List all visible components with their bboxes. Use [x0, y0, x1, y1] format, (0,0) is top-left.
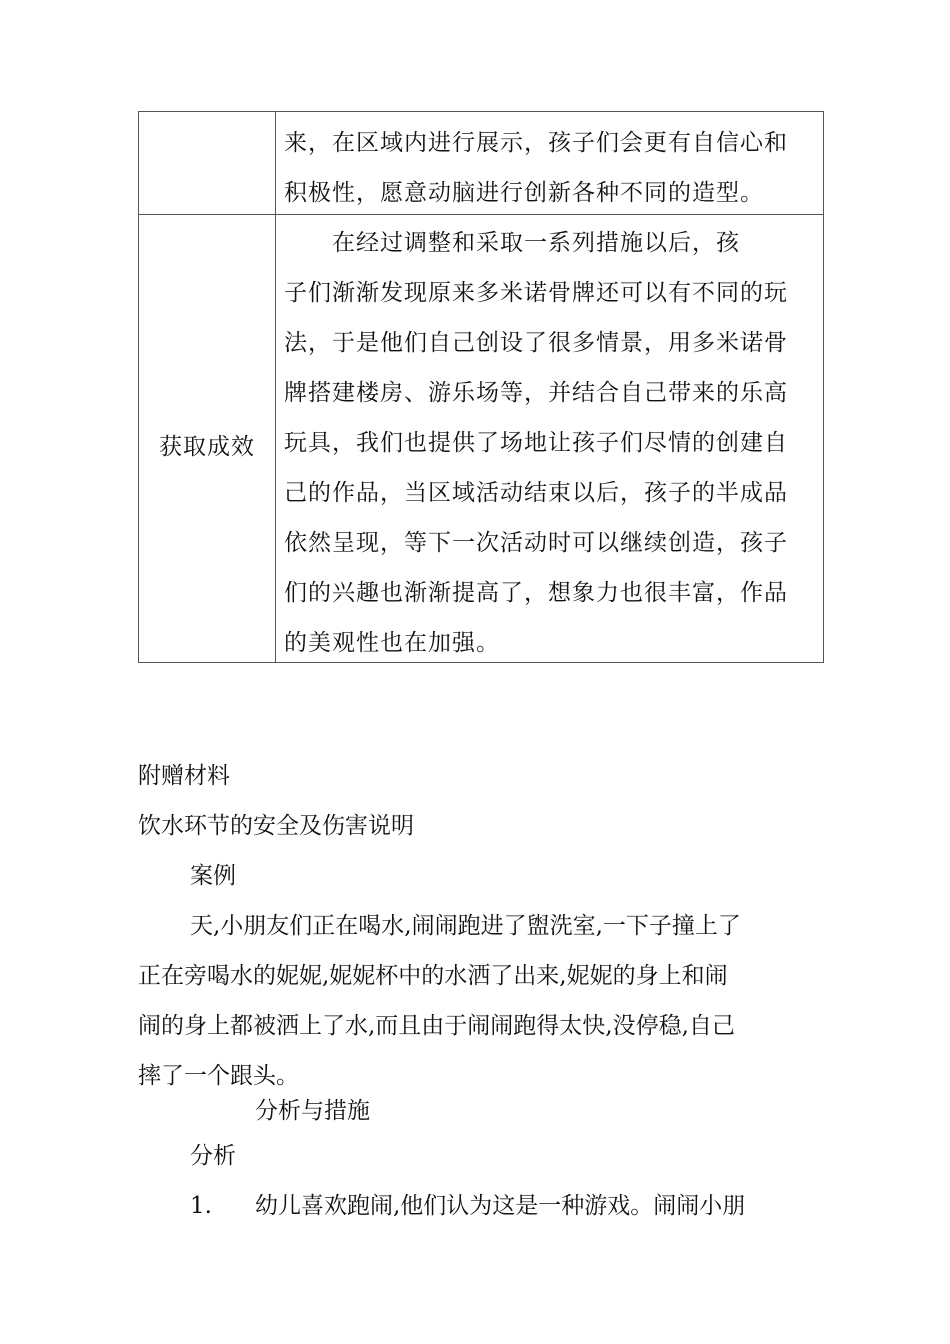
case-paragraph-line: 天,小朋友们正在喝水,闹闹跑进了盥洗室,一下子撞上了 — [190, 913, 741, 939]
row1-content — [284, 118, 820, 218]
table-text-line: 的美观性也在加强。 — [284, 630, 500, 656]
table-text-line: 依然呈现，等下一次活动时可以继续创造，孩子 — [284, 530, 788, 556]
list-item-text: 幼儿喜欢跑闹,他们认为这是一种游戏。闹闹小朋 — [255, 1193, 746, 1219]
analysis-heading: 分析 — [190, 1143, 236, 1169]
table-text-line: 玩具，我们也提供了场地让孩子们尽情的创建自 — [284, 430, 788, 456]
row2-content — [284, 218, 820, 668]
table-text-line: 法，于是他们自己创设了很多情景，用多米诺骨 — [284, 330, 788, 356]
appendix-title: 附赠材料 — [138, 763, 230, 789]
table-text-line: 子们渐渐发现原来多米诺骨牌还可以有不同的玩 — [284, 280, 788, 306]
section-subtitle: 饮水环节的安全及伤害说明 — [138, 813, 414, 839]
case-heading: 案例 — [190, 863, 236, 889]
table-text-line: 来，在区域内进行展示，孩子们会更有自信心和 — [284, 130, 788, 156]
table-text-line: 己的作品，当区域活动结束以后，孩子的半成品 — [284, 480, 788, 506]
case-paragraph-line: 闹的身上都被洒上了水,而且由于闹闹跑得太快,没停稳,自己 — [138, 1013, 735, 1039]
table-text-line: 牌搭建楼房、游乐场等，并结合自己带来的乐高 — [284, 380, 788, 406]
table-text-line: 积极性，愿意动脑进行创新各种不同的造型。 — [284, 180, 764, 206]
table-text-line: 在经过调整和采取一系列措施以后，孩 — [284, 230, 740, 256]
table-text-line: 们的兴趣也渐渐提高了，想象力也很丰富，作品 — [284, 580, 788, 606]
list-item-number: 1. — [190, 1193, 212, 1219]
case-paragraph-line: 摔了一个跟头。 — [138, 1063, 299, 1089]
content-table — [138, 111, 824, 663]
analysis-measures-heading: 分析与措施 — [255, 1098, 370, 1124]
row2-label: 获取成效 — [159, 434, 255, 460]
table-column-divider — [275, 112, 276, 662]
case-paragraph-line: 正在旁喝水的妮妮,妮妮杯中的水洒了出来,妮妮的身上和闹 — [138, 963, 728, 989]
